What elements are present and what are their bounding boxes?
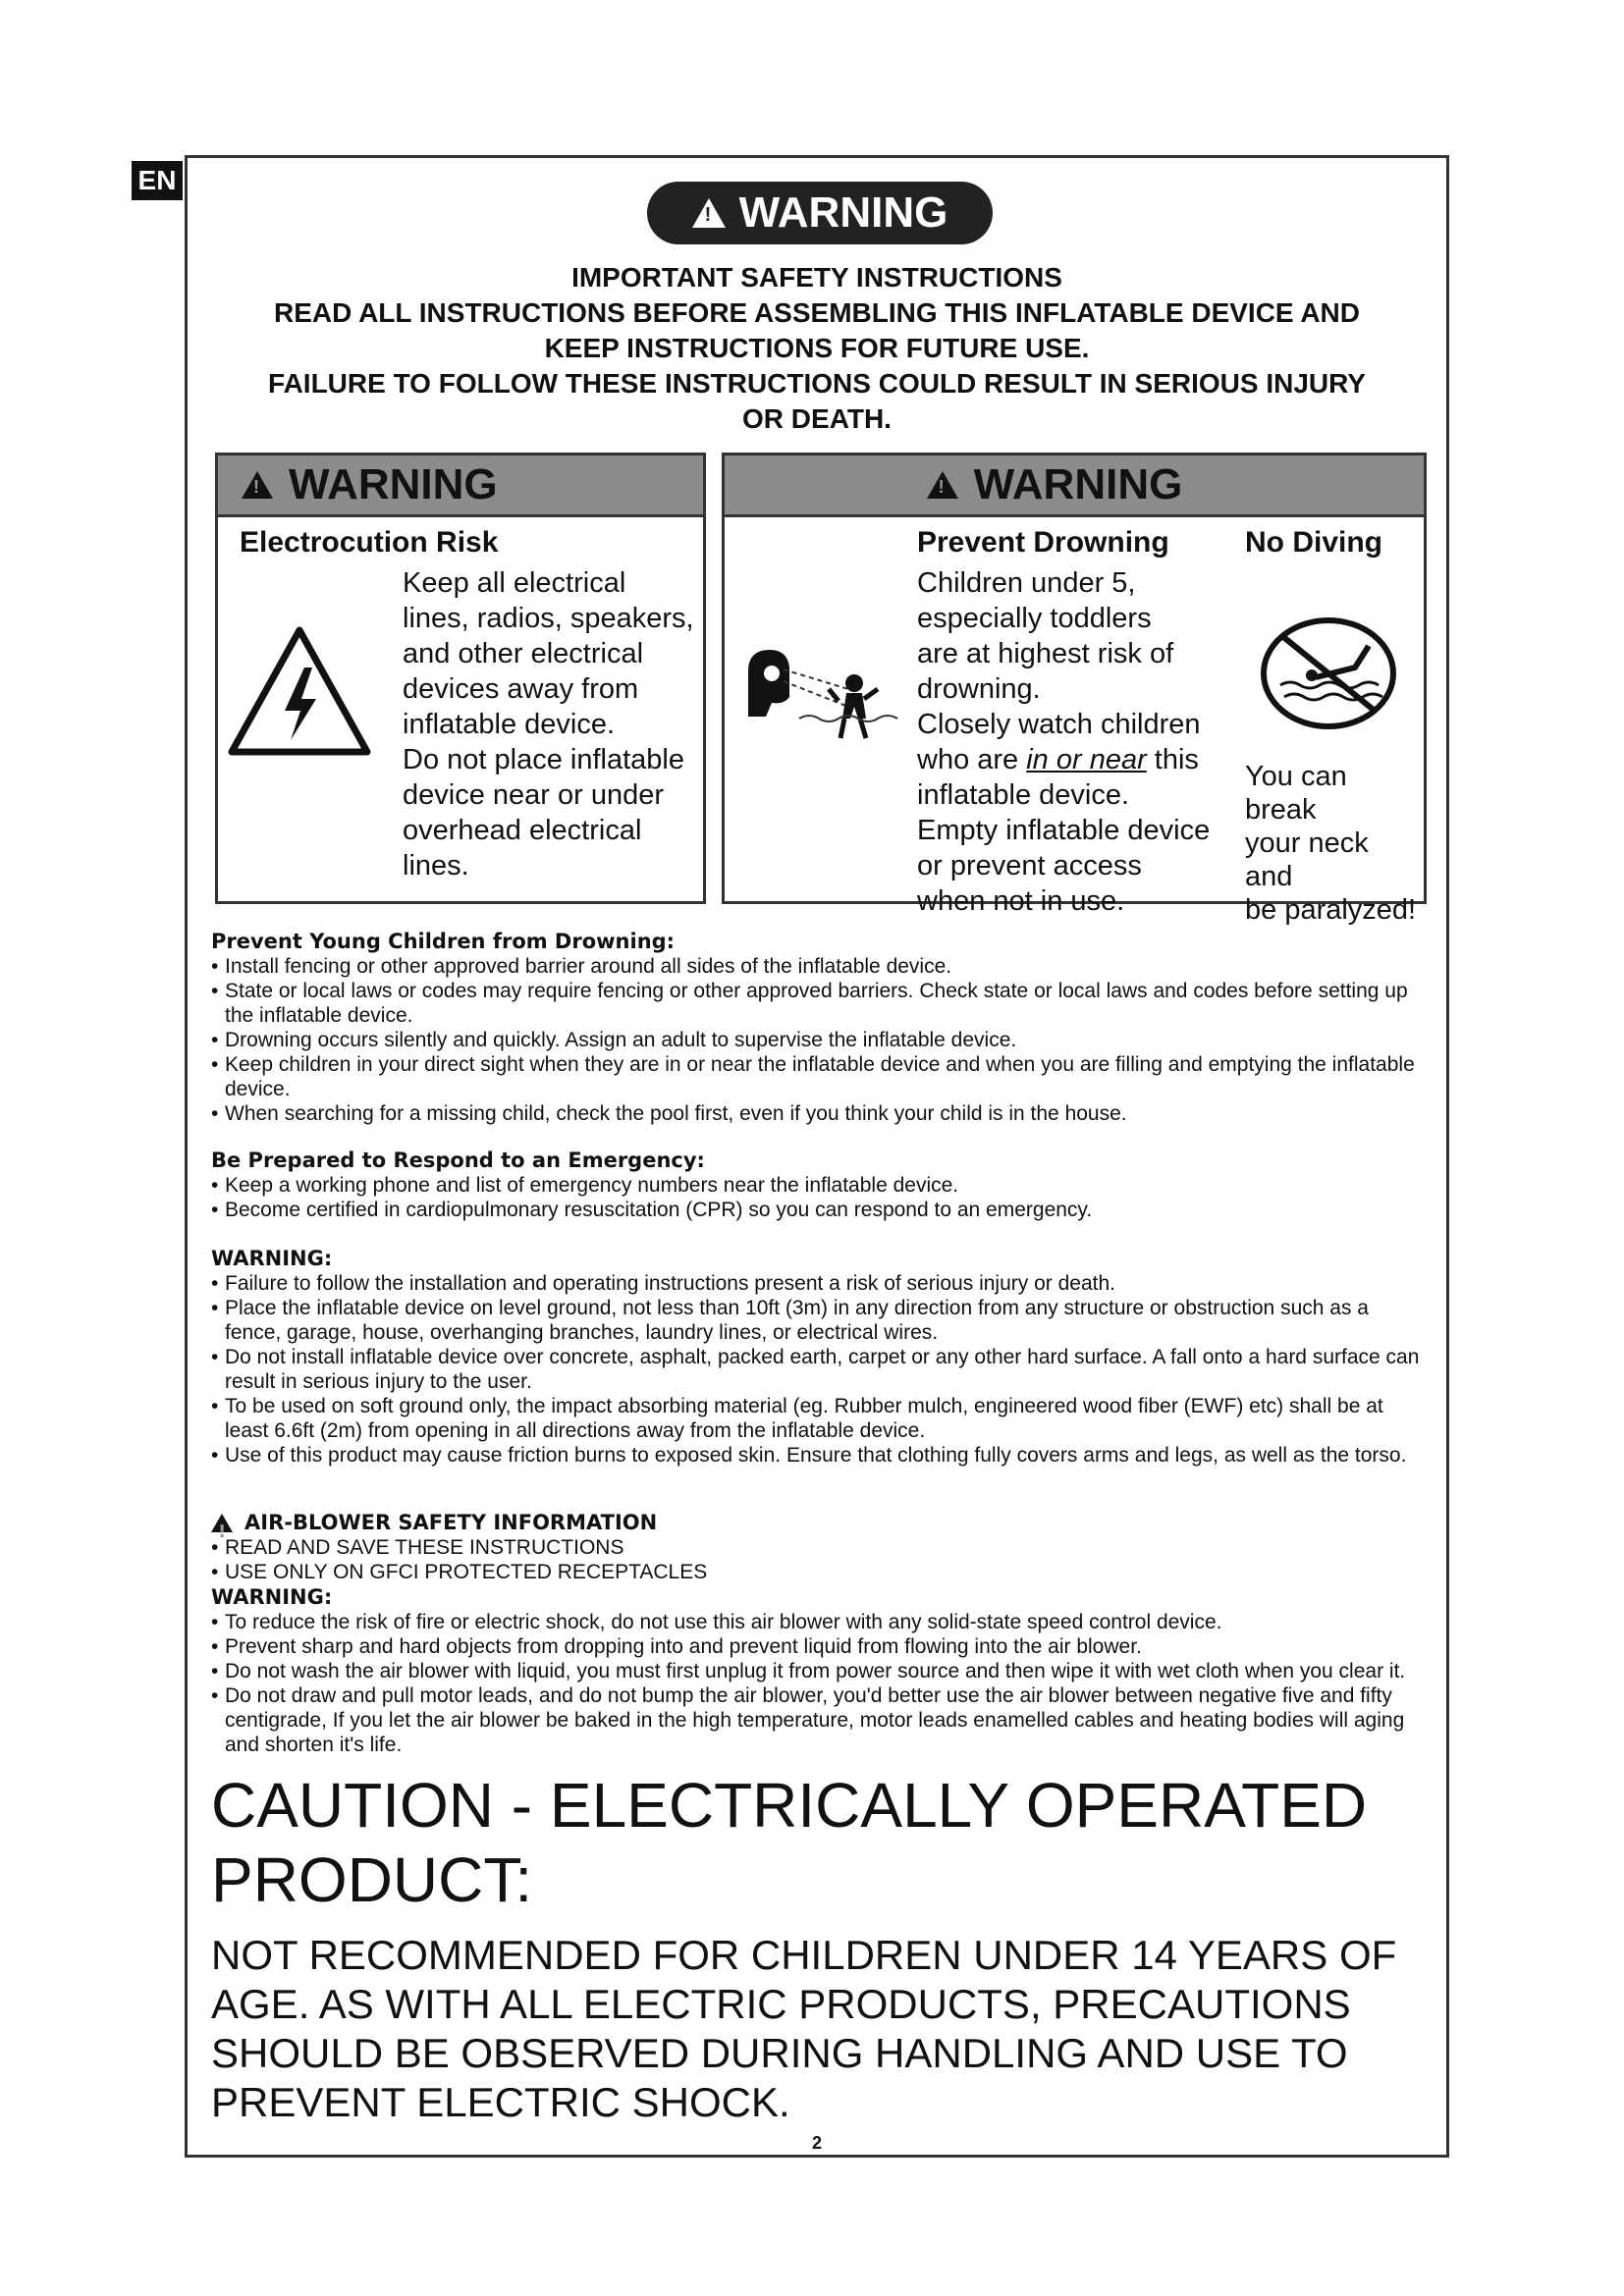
list-item: • USE ONLY ON GFCI PROTECTED RECEPTACLES — [211, 1560, 1429, 1584]
no-diving-icon — [1255, 614, 1402, 732]
list-item: • READ AND SAVE THESE INSTRUCTIONS — [211, 1535, 1429, 1560]
list-item: • Do not install inflatable device over concrete, asphalt, packed earth, carpet or any other hard surface. A fall onto a hard surface can result in serious injury to the user. — [211, 1345, 1429, 1394]
warning-triangle-icon — [242, 471, 273, 499]
young-children-section — [211, 929, 1429, 1126]
box-header — [218, 455, 703, 517]
diving-title: No Diving — [1245, 526, 1382, 559]
list-item: • Prevent sharp and hard objects from dropping into and prevent liquid from flowing into the air blower. — [211, 1634, 1429, 1659]
section-title: WARNING: — [211, 1247, 333, 1270]
warning-section — [211, 1246, 1429, 1468]
section-title: ! AIR-BLOWER SAFETY INFORMATION — [211, 1510, 1429, 1535]
box-header — [725, 455, 1424, 517]
list-item: • Keep children in your direct sight when they are in or near the inflatable device and when you are filling and emptying the inflatable device. — [211, 1052, 1429, 1101]
list-item: • Do not draw and pull motor leads, and do not bump the air blower, you'd better use the air blower between negative five and fifty centigrade, If you let the air blower be baked in the high temperature, motor leads enamelled cables and heating bodies will aging and shorten it's life. — [211, 1683, 1429, 1757]
list-item: • Keep a working phone and list of emergency numbers near the inflatable device. — [211, 1173, 1429, 1198]
warning-triangle-icon — [211, 1514, 233, 1532]
air-blower-section — [211, 1510, 1429, 1757]
list-item: • Drowning occurs silently and quickly. Assign an adult to supervise the inflatable device. — [211, 1028, 1429, 1052]
language-tag: EN — [132, 161, 183, 200]
list-item: • Failure to follow the installation and operating instructions present a risk of serious injury or death. — [211, 1271, 1429, 1296]
high-voltage-icon — [226, 622, 373, 760]
box-warning-label: WARNING — [289, 460, 498, 508]
drowning-warning-box — [722, 453, 1427, 926]
header-line: FAILURE TO FOLLOW THESE INSTRUCTIONS COULD RESULT IN SERIOUS INJURY — [268, 368, 1366, 399]
section-title: Prevent Young Children from Drowning: — [211, 930, 676, 953]
list-item: • Install fencing or other approved barrier around all sides of the inflatable device. — [211, 954, 1429, 979]
list-item: • Become certified in cardiopulmonary resuscitation (CPR) so you can respond to an emergency. — [211, 1198, 1429, 1222]
list-item: • Place the inflatable device on level ground, not less than 10ft (3m) in any direction from any structure or obstruction such as a fence, garage, house, overhanging branches, laundry lines, or electrical wires. — [211, 1296, 1429, 1345]
emergency-section — [211, 1148, 1429, 1222]
diving-text: You can break your neck and be paralyzed! — [1245, 761, 1417, 926]
page-number: 2 — [811, 2133, 822, 2153]
emphasis-in-or-near: in or near — [1026, 744, 1147, 775]
header-line: KEEP INSTRUCTIONS FOR FUTURE USE. — [544, 333, 1090, 363]
electrocution-text: Keep all electrical lines, radios, speakers, and other electrical devices away from inflatable device. Do not place inflatable device near or under overhead electrical lines. — [403, 567, 694, 881]
header-line: OR DEATH. — [742, 403, 892, 434]
warning-banner — [647, 182, 993, 244]
list-item: • Do not wash the air blower with liquid, you must first unplug it from power source and then wipe it with wet cloth when you clear it. — [211, 1659, 1429, 1683]
header-line: READ ALL INSTRUCTIONS BEFORE ASSEMBLING THIS INFLATABLE DEVICE AND — [273, 297, 1360, 328]
header-line: IMPORTANT SAFETY INSTRUCTIONS — [571, 262, 1062, 293]
list-item: • To reduce the risk of fire or electric shock, do not use this air blower with any solid-state speed control device. — [211, 1610, 1429, 1634]
box-warning-label: WARNING — [973, 460, 1183, 508]
electrocution-title: Electrocution Risk — [240, 526, 499, 559]
list-item: • Use of this product may cause friction burns to exposed skin. Ensure that clothing fully covers arms and legs, as well as the torso. — [211, 1443, 1429, 1468]
list-item: • State or local laws or codes may require fencing or other approved barriers. Check state or local laws and codes before setting up the inflatable device. — [211, 979, 1429, 1028]
warning-triangle-icon — [692, 198, 726, 228]
drowning-text: Children under 5, especially toddlers are at highest risk of drowning. Closely watch children who are in or near this inflatable device. Empty inflatable device or prevent access when not in use. — [917, 567, 1211, 917]
not-recommended-text: NOT RECOMMENDED FOR CHILDREN UNDER 14 YEARS OF AGE. AS WITH ALL ELECTRIC PRODUCTS, PRECAUTIONS SHOULD BE OBSERVED DURING HANDLING AND USE TO PREVENT ELECTRIC SHOCK. — [211, 1932, 1397, 2125]
electrocution-warning-box — [215, 453, 706, 904]
section-title: WARNING: — [211, 1585, 333, 1609]
warning-banner-label: WARNING — [738, 188, 948, 237]
warning-triangle-icon — [927, 471, 958, 499]
supervision-icon — [740, 632, 917, 760]
list-item: • To be used on soft ground only, the impact absorbing material (eg. Rubber mulch, engineered wood fiber (EWF) etc) shall be at least 6.6ft (2m) from opening in all directions away from the inflatable device. — [211, 1394, 1429, 1443]
list-item: • When searching for a missing child, check the pool first, even if you think your child is in the house. — [211, 1101, 1429, 1126]
caution-heading: CAUTION - ELECTRICALLY OPERATED PRODUCT: — [211, 1770, 1368, 1915]
drowning-title: Prevent Drowning — [917, 526, 1169, 559]
page-frame — [185, 155, 1449, 2158]
section-title: Be Prepared to Respond to an Emergency: — [211, 1148, 705, 1172]
